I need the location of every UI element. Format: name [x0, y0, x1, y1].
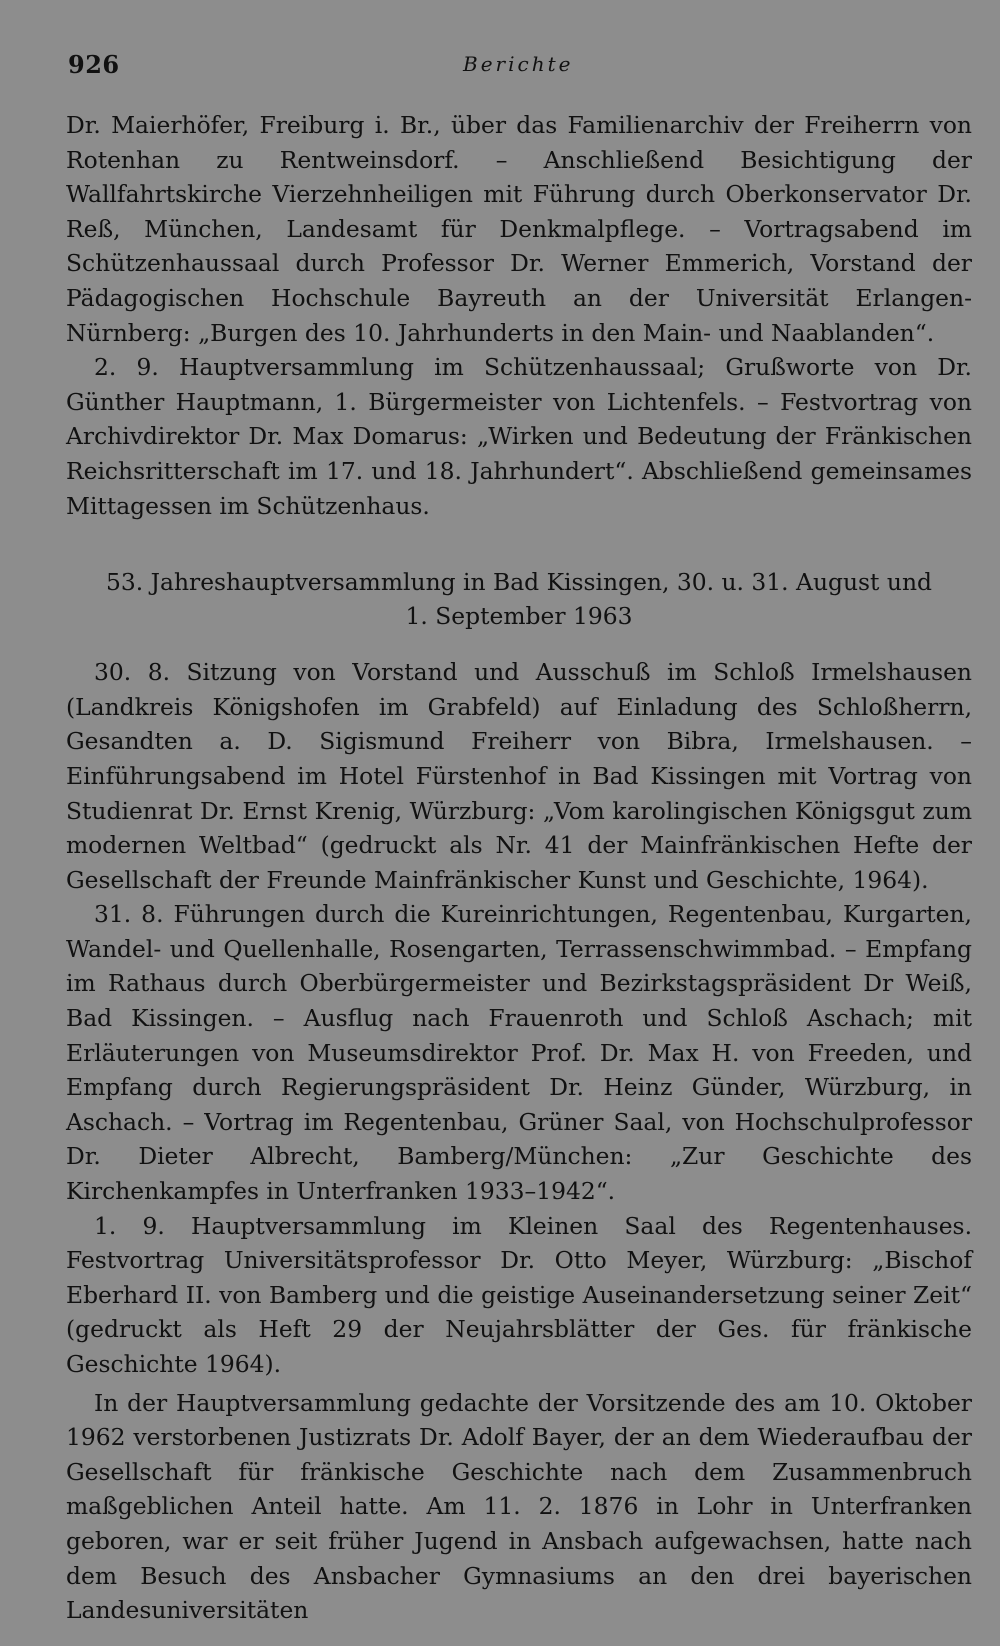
page-number: 926 [68, 50, 120, 79]
paragraph: 30. 8. Sitzung von Vorstand und Ausschuß im Schloß Irmelshausen (Landkreis Königshofen im Grabfeld) auf Einladung des Schloßherrn, Gesandten a. D. Sigismund Freiherr von Bibra, Irmelshausen. – Einführungsabend im Hotel Fürstenhof in Bad Kissingen mit Vortrag von Studienrat Dr. Ernst Krenig, Würzburg: „Vom karolingischen Königsgut zum modernen Weltbad“ (gedruckt als Nr. 41 der Mainfränkischen Hefte der Gesellschaft der Freunde Mainfränkischer Kunst und Geschichte, 1964). [66, 658, 972, 894]
section-heading-line: 1. September 1963 [405, 602, 633, 631]
body-text [66, 108, 972, 1628]
paragraph: Dr. Maierhöfer, Freiburg i. Br., über das Familienarchiv der Freiherrn von Rotenhan zu Rentweinsdorf. – Anschließend Besichtigung der Wallfahrtskirche Vierzehnheiligen mit Führung durch Oberkonservator Dr. Reß, München, Landesamt für Denkmalpflege. – Vortragsabend im Schützenhaussaal durch Professor Dr. Werner Emmerich, Vorstand der Pädagogischen Hochschule Bayreuth an der Universität Erlangen-Nürnberg: „Burgen des 10. Jahrhunderts in den Main- und Naablanden“. [66, 111, 972, 347]
paragraph: 31. 8. Führungen durch die Kureinrichtungen, Regentenbau, Kurgarten, Wandel- und Quellenhalle, Rosengarten, Terrassenschwimmbad. – Empfang im Rathaus durch Oberbürgermeister und Bezirkstagspräsident Dr Weiß, Bad Kissingen. – Ausflug nach Frauenroth und Schloß Aschach; mit Erläuterungen von Museumsdirektor Prof. Dr. Max H. von Freeden, und Empfang durch Regierungspräsident Dr. Heinz Günder, Würzburg, in Aschach. – Vortrag im Regentenbau, Grüner Saal, von Hochschulprofessor Dr. Dieter Albrecht, Bamberg/München: „Zur Geschichte des Kirchenkampfes in Unterfranken 1933–1942“. [66, 900, 972, 1206]
paragraph: In der Hauptversammlung gedachte der Vorsitzende des am 10. Oktober 1962 verstorbenen Justizrats Dr. Adolf Bayer, der an dem Wiederaufbau der Gesellschaft für fränkische Geschichte nach dem Zusammenbruch maßgeblichen Anteil hatte. Am 11. 2. 1876 in Lohr in Unterfranken geboren, war er seit früher Jugend in Ansbach aufgewachsen, hatte nach dem Besuch des Ansbacher Gymnasiums an den drei bayerischen Landesuniversitäten [66, 1388, 972, 1625]
running-head: Berichte [463, 52, 574, 76]
paragraph: 1. 9. Hauptversammlung im Kleinen Saal des Regentenhauses. Festvortrag Universitätsprofessor Dr. Otto Meyer, Würzburg: „Bischof Eberhard II. von Bamberg und die geistige Auseinandersetzung seiner Zeit“ (gedruckt als Heft 29 der Neujahrsblätter der Ges. für fränkische Geschichte 1964). [66, 1211, 972, 1378]
page-header [68, 50, 968, 90]
section-heading [66, 565, 972, 633]
paragraph: 2. 9. Hauptversammlung im Schützenhaussaal; Grußworte von Dr. Günther Hauptmann, 1. Bürgermeister von Lichtenfels. – Festvortrag von Archivdirektor Dr. Max Domarus: „Wirken und Bedeutung der Fränkischen Reichsritterschaft im 17. und 18. Jahrhundert“. Abschließend gemeinsames Mittagessen im Schützenhaus. [66, 353, 972, 520]
section-heading-line: 53. Jahreshauptversammlung in Bad Kissingen, 30. u. 31. August und [106, 568, 932, 597]
